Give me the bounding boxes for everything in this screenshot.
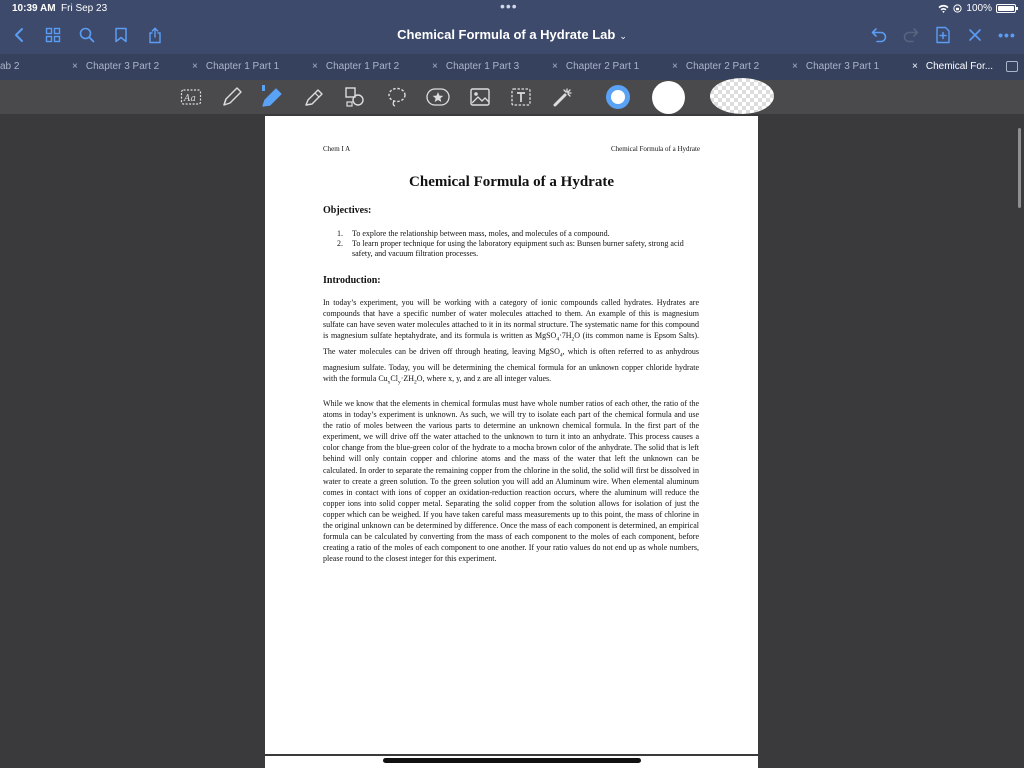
list-item-number: 1.: [337, 229, 343, 238]
image-icon: [469, 87, 491, 107]
text-tool[interactable]: [508, 84, 534, 110]
status-bar: [0, 0, 1024, 18]
redo-button[interactable]: [900, 24, 922, 46]
tab-item[interactable]: [432, 54, 552, 80]
battery-percent: 100%: [966, 3, 992, 14]
tab-label: Chapter 1 Part 1: [205, 61, 280, 72]
doc-header-left: Chem I A: [323, 145, 351, 153]
eraser-tool[interactable]: [301, 84, 327, 110]
battery-icon: [996, 4, 1016, 13]
highlighter-icon: [259, 84, 285, 110]
vertical-scrollbar[interactable]: [1018, 128, 1021, 208]
text-box-icon: [510, 86, 532, 108]
tab-close-icon[interactable]: ×: [432, 61, 438, 72]
tab-bar: [0, 54, 1024, 80]
lasso-icon: [386, 86, 408, 108]
annotation-toolbar: [0, 80, 1024, 114]
home-indicator[interactable]: [383, 758, 641, 763]
list-item: [337, 239, 692, 259]
text-run: O (its common name is Epsom Salts). The water molecules can be driven off through heating, leaving MgSO: [323, 331, 699, 356]
text-run: O, where x, y, and z are all integer values.: [416, 373, 552, 383]
tab-item[interactable]: [312, 54, 432, 80]
status-time: 10:39 AM: [12, 3, 56, 14]
tab-item[interactable]: [72, 54, 192, 80]
doc-header-right: Chemical Formula of a Hydrate: [610, 145, 700, 153]
chevron-down-icon: ⌄: [619, 31, 627, 41]
tab-label: Chapter 1 Part 3: [445, 61, 520, 72]
pen-tool[interactable]: [219, 84, 245, 110]
tab-label: Chapter 2 Part 2: [685, 61, 760, 72]
document-canvas[interactable]: [0, 114, 1024, 768]
add-page-icon: [935, 26, 951, 44]
color-swatch-transparent[interactable]: [710, 78, 774, 114]
tab-close-icon[interactable]: ×: [312, 61, 318, 72]
tab-label: ab 2: [0, 61, 20, 72]
text-run: Cl: [390, 373, 398, 383]
tab-close-icon[interactable]: ×: [672, 61, 678, 72]
tab-close-icon[interactable]: ×: [552, 61, 558, 72]
subscript: 2: [571, 336, 575, 343]
tab-label: Chapter 3 Part 1: [805, 61, 880, 72]
tab-item-active[interactable]: [912, 54, 1002, 80]
objectives-list: [337, 229, 692, 259]
laser-pointer-icon: [552, 86, 574, 108]
image-tool[interactable]: [467, 84, 493, 110]
tab-label: Chapter 1 Part 2: [325, 61, 400, 72]
more-button[interactable]: [996, 24, 1018, 46]
lasso-text-tool[interactable]: [178, 84, 204, 110]
undo-icon: [871, 27, 887, 43]
sidebar-toggle-icon[interactable]: [1006, 61, 1018, 72]
lock-rotation-icon: [953, 4, 962, 13]
text-run: , which is often referred to as anhydrous magnesium sulfate. Today, you will be determining the chemical formula for an unknown copper chloride hydrate with the formula Cu: [323, 346, 699, 383]
add-page-button[interactable]: [932, 24, 954, 46]
list-item-text: To explore the relationship between mass, moles, and molecules of a compound.: [352, 229, 610, 238]
text-run: ·ZH: [400, 373, 415, 383]
text-run: In today’s experiment, you will be working with a category of ionic compounds called hydrates. Hydrates are compounds that have a specific number of water molecules attached to them. An example of this is magnesium sulfate can have seven water molecules attached to it in its normal structure. The systematic name for this compound is magnesium sulfate heptahydrate, and its formula is written as MgSO: [323, 298, 699, 341]
shapes-tool[interactable]: [342, 84, 368, 110]
intro-paragraph-2: While we know that the elements in chemical formulas must have whole number ratios of each other, the ratio of the atoms in today’s experiment is unknown. As such, we will try to isolate each part of the chemical formula and use the ratio of moles between the various parts to determine an unknown chemical formula. In the first part of the experiment, we will drive off the water attached to the unknown to turn it into an anhydrate. This process causes a color change from the blue-green color of the hydrate to a mocha brown color of the anhydrate. The solid that is left behind will only contain copper and chlorine atoms and the mass of the water that left the unknown can be calculated. In order to separate the remaining copper from the chlorine in the solid, the solid will first be dissolved in water to create a green solution. To the green solution you will add an Aluminum wire. When elemental aluminum comes in contact with ions of copper an oxidation-reduction reaction occurs, where the aluminum will reduce the copper ions into solid copper metal. Separating the solid copper from the solution allows for isolation of just the copper which can be weighed. If you have taken careful mass measurements up to this point, the mass of chlorine in the original unknown can be determined by difference. Once the mass of each component is determined, an empirical formula can be calculated by converting from the mass of each component to the moles of each component, before creating a ratio of the moles of each component to one another. If your ratio values do not end up as whole numbers, please round to the closest integer for this experiment.: [323, 399, 699, 564]
undo-button[interactable]: [868, 24, 890, 46]
tab-item[interactable]: [672, 54, 792, 80]
nav-bar: [0, 18, 1024, 54]
list-item-text: To learn proper technique for using the laboratory equipment such as: Bunsen burner safety, strong acid safety, and vacuum filtration processes.: [352, 239, 684, 258]
tab-item[interactable]: [552, 54, 672, 80]
tab-label: Chapter 3 Part 2: [85, 61, 160, 72]
subscript: y: [397, 379, 401, 386]
star-sticker-icon: [426, 87, 450, 107]
doc-title: Chemical Formula of a Hydrate: [409, 174, 614, 190]
intro-paragraph-1: [323, 297, 699, 388]
subscript: 2: [414, 379, 417, 386]
status-date: Fri Sep 23: [61, 3, 108, 14]
tab-label: Chemical For...: [925, 61, 994, 72]
redo-icon: [903, 27, 919, 43]
text-run: ·7H: [559, 331, 572, 341]
objectives-heading: Objectives:: [323, 205, 372, 216]
close-editing-button[interactable]: [964, 24, 986, 46]
tab-item[interactable]: [792, 54, 912, 80]
document-title: Chemical Formula of a Hydrate Lab: [397, 27, 616, 42]
marker-icon: [303, 86, 325, 108]
subscript: 4: [559, 352, 563, 359]
tab-close-icon[interactable]: ×: [72, 61, 78, 72]
color-swatch-blue-selected-indicator: [611, 90, 625, 104]
svg-text:Aa: Aa: [184, 94, 196, 104]
highlighter-tool[interactable]: [259, 84, 285, 110]
tab-close-icon[interactable]: ×: [792, 61, 798, 72]
color-swatch-white[interactable]: [652, 81, 685, 114]
introduction-heading: Introduction:: [323, 275, 381, 286]
more-icon: •••: [998, 27, 1016, 43]
document-page[interactable]: [265, 116, 758, 754]
handwriting-select-icon: [180, 87, 202, 107]
multitasking-dots[interactable]: •••: [500, 0, 518, 14]
nav-right-group: [868, 24, 1018, 46]
status-right: [938, 3, 1016, 14]
pen-icon: [221, 86, 243, 108]
wifi-icon: [938, 4, 949, 13]
shapes-icon: [344, 86, 366, 108]
color-swatch-blue[interactable]: [606, 85, 630, 109]
tab-close-icon[interactable]: ×: [192, 61, 198, 72]
subscript: x: [387, 379, 391, 386]
laser-pointer-tool[interactable]: [550, 84, 576, 110]
tab-label: Chapter 2 Part 1: [565, 61, 640, 72]
tab-close-icon[interactable]: ×: [912, 61, 918, 72]
subscript: 4: [556, 336, 560, 343]
tab-item[interactable]: [192, 54, 312, 80]
close-icon: [968, 28, 982, 42]
lasso-tool[interactable]: [384, 84, 410, 110]
list-item: [337, 229, 692, 239]
elements-tool[interactable]: [425, 84, 451, 110]
list-item-number: 2.: [337, 239, 343, 248]
